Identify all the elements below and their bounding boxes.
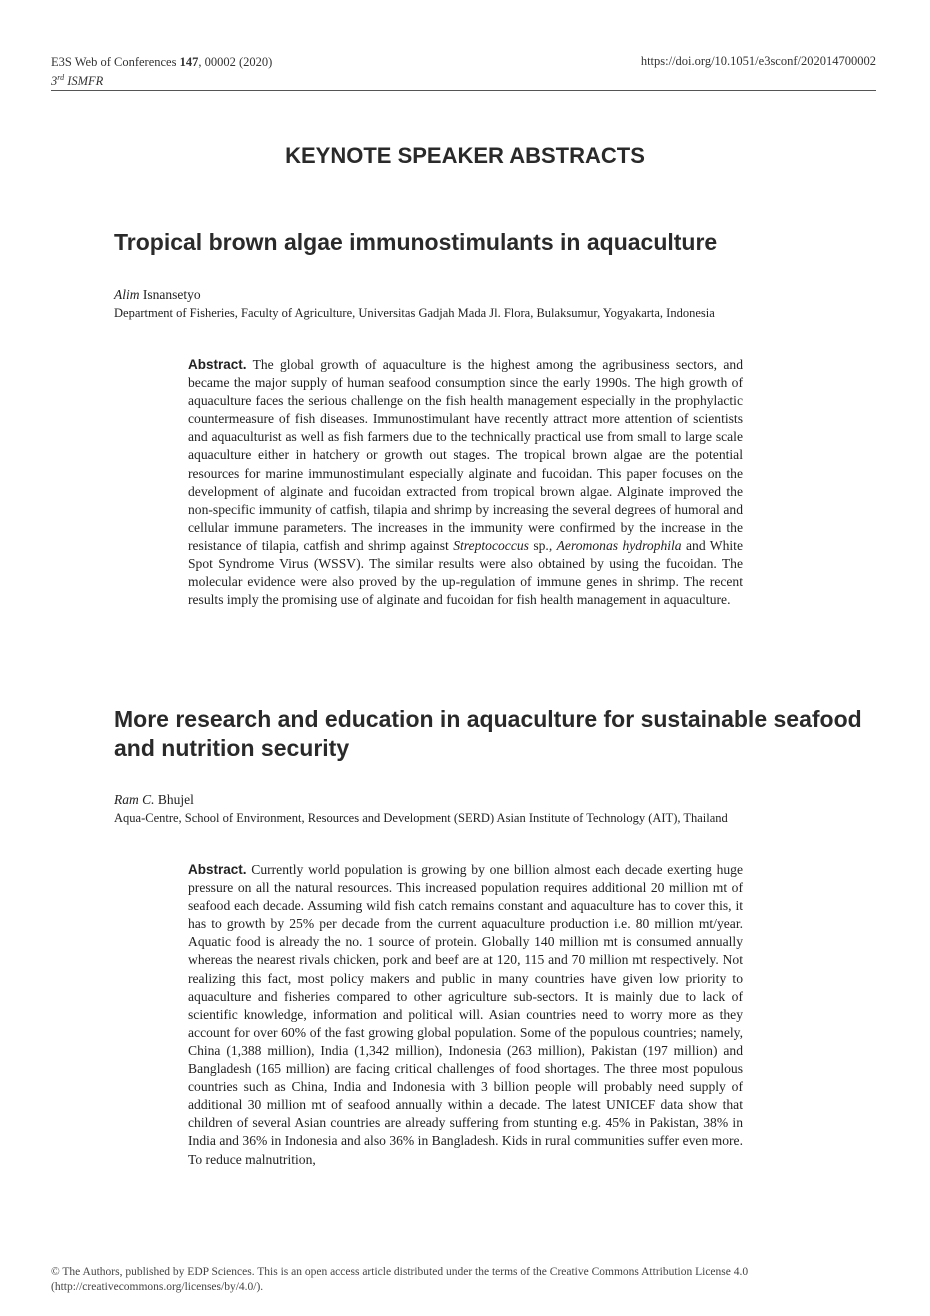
author-name — [114, 792, 194, 808]
journal-citation — [51, 54, 272, 89]
doi-link[interactable]: https://doi.org/10.1051/e3sconf/202014700002 — [640, 54, 876, 68]
license-text: © The Authors, published by EDP Sciences. This is an open access article distributed under the terms of the Creative Commons Attribution License 4.0 — [51, 1266, 749, 1278]
author-family-name: Isnansetyo — [139, 287, 201, 302]
journal-volume: 147 — [179, 55, 199, 69]
journal-line — [51, 54, 272, 70]
author-affiliation: Department of Fisheries, Faculty of Agriculture, Universitas Gadjah Mada Jl. Flora, Bulaksumur, Yogyakarta, Indonesia — [114, 306, 715, 320]
conference-acronym: ISMFR — [64, 74, 104, 89]
abstract-part: and White Spot Syndrome Virus (WSSV). The similar results were also obtained by using the fucoidan. The molecular evidence were also proved by the up-regulation of immune genes in shrimp. The recent results imply the promising use of alginate and fucoidan for fish health management in aquaculture. — [188, 537, 743, 608]
page-header — [51, 52, 876, 91]
abstract-part: sp., — [528, 537, 557, 553]
paper-title: More research and education in aquaculture for sustainable seafood and nutrition security — [114, 706, 862, 761]
author-affiliation: Aqua-Centre, School of Environment, Resources and Development (SERD) Asian Institute of Technology (AIT), Thailand — [114, 811, 728, 825]
abstract-text — [188, 356, 743, 609]
author-given-name: Alim — [114, 287, 140, 302]
article-number: , 00002 (2020) — [198, 55, 273, 69]
species-name: Streptococcus — [453, 537, 529, 553]
license-link[interactable]: (http://creativecommons.org/licenses/by/4.0/). — [51, 1281, 264, 1293]
author-given-name: Ram C. — [114, 792, 155, 807]
paper-title: Tropical brown algae immunostimulants in aquaculture — [114, 229, 718, 255]
author-family-name: Bhujel — [154, 792, 194, 807]
license-footer — [51, 1265, 881, 1295]
abstract-text — [188, 861, 743, 1169]
conference-name — [51, 70, 272, 89]
journal-name: E3S Web of Conferences — [51, 55, 177, 69]
conference-ordinal-suffix: rd — [57, 73, 65, 82]
abstract-label: Abstract. — [188, 862, 247, 877]
abstract-part: The global growth of aquaculture is the highest among the agribusiness sectors, and became the major supply of human seafood consumption since the early 1990s. The high growth of aquaculture faces the serious challenge on the fish health management especially in the prophylactic countermeasure of fish diseases. Immunostimulant have recently attract more attention of scientists and aquaculturist as well as fish farmers due to the technically practical use from small to large scale aquaculture either in hatchery or growth out stages. The tropical brown algae are the potential resources for marine immunostimulant especially alginate and fucoidan. This paper focuses on the development of alginate and fucoidan extracted from tropical brown algae. Alginate improved the non-specific immunity of catfish, tilapia and shrimp by increasing the several degrees of humoral and cellular immune parameters. The increases in the immunity were confirmed by the increase in the resistance of tilapia, catfish and shrimp against — [188, 357, 743, 553]
abstract-part: Currently world population is growing by one billion almost each decade exerting huge pressure on all the natural resources. This increased population requires additional 20 million mt of seafood each decade. Assuming wild fish catch remains constant and aquaculture has to cover this, it has to growth by 25% per decade from the current aquaculture production i.e. 80 million mt/year. Aquatic food is already the no. 1 source of protein. Globally 140 million mt is consumed annually whereas the nearest rivals chicken, pork and beef are at 120, 115 and 70 million mt respectively. Not realizing this fact, most policy makers and public in many countries have given low priority to aquaculture and fisheries compared to other agriculture sub-sectors. It is mainly due to lack of scientific knowledge, information and political will. Asian countries need to worry more as they account for over 60% of the fast growing global population. Some of the populous countries; namely, China (1,388 million), India (1,342 million), Indonesia (263 million), Pakistan (197 million) and Bangladesh (165 million) are facing critical challenges of food shortages. The three most populous countries such as China, India and Indonesia with 3 billion people will probably need supply of additional 30 million mt of seafood annually within a decade. The latest UNICEF data show that children of several Asian countries are already suffering from stunting e.g. 45% in Pakistan, 38% in India and 36% in Indonesia and also 36% in Bangladesh. Kids in rural communities suffer even more. To reduce malnutrition, — [188, 862, 743, 1167]
author-name — [114, 287, 201, 303]
conference-ordinal: 3 — [51, 74, 58, 89]
species-name: Aeromonas hydrophila — [556, 537, 682, 553]
abstract-label: Abstract. — [188, 357, 247, 372]
section-title: KEYNOTE SPEAKER ABSTRACTS — [285, 143, 645, 168]
